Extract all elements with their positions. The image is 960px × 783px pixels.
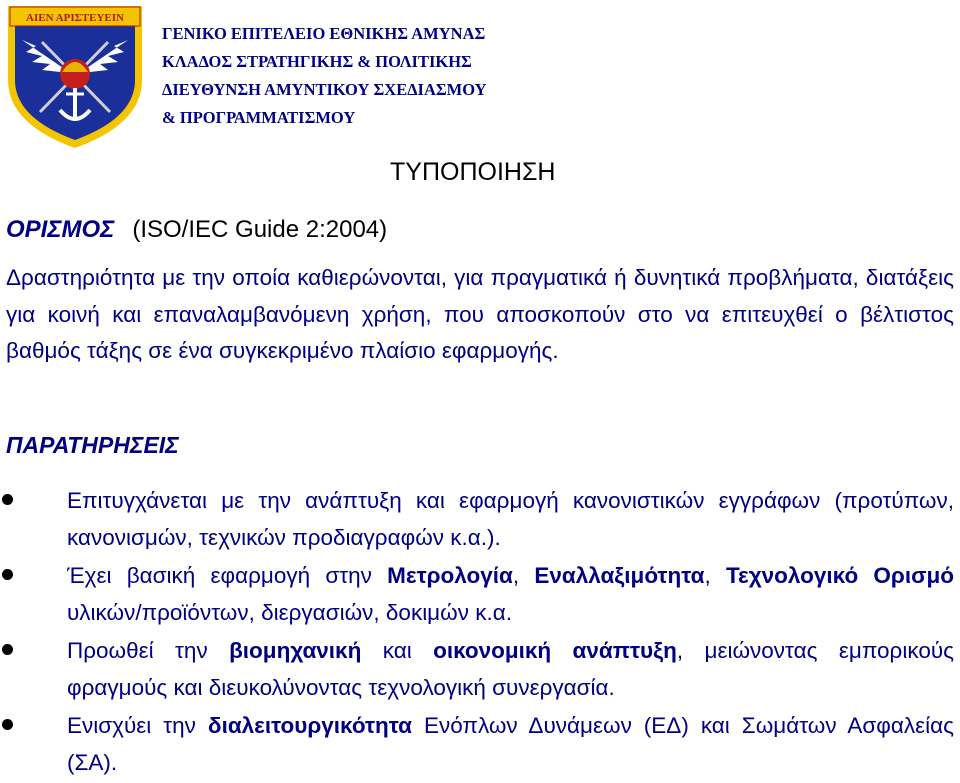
bullet-bold-text: διαλειτουργικότητα bbox=[207, 713, 412, 738]
bullet-text: και bbox=[361, 638, 434, 663]
org-line: ΚΛΑΔΟΣ ΣΤΡΑΤΗΓΙΚΗΣ & ΠΟΛΙΤΙΚΗΣ bbox=[162, 52, 472, 71]
list-item bbox=[0, 483, 960, 556]
definition-keyword: ΟΡΙΣΜΟΣ bbox=[6, 216, 115, 243]
bullet-dot-icon bbox=[2, 494, 13, 505]
list-item bbox=[0, 708, 960, 781]
list-item bbox=[0, 558, 960, 631]
organization-header bbox=[162, 20, 487, 132]
notes-heading: ΠΑΡΑΤΗΡΗΣΕΙΣ bbox=[6, 432, 179, 458]
org-line: ΓΕΝΙΚΟ ΕΠΙΤΕΛΕΙΟ ΕΘΝΙΚΗΣ ΑΜΥΝΑΣ bbox=[162, 24, 486, 43]
definition-heading bbox=[6, 213, 387, 247]
org-line: ΔΙΕΥΘΥΝΣΗ ΑΜΥΝΤΙΚΟΥ ΣΧΕΔΙΑΣΜΟΥ bbox=[162, 80, 487, 99]
bullet-text: Ενισχύει την bbox=[67, 713, 208, 738]
page-title: ΤΥΠΟΠΟΙΗΣΗ bbox=[390, 158, 556, 186]
bullet-text: Προωθεί την bbox=[67, 638, 230, 663]
definition-text: Δραστηριότητα με την οποία καθιερώνονται, για πραγματικά ή δυνητικά προβλήματα, διατάξεις για κοινή και επαναλαμβανόμενη χρήση, που αποσκοπούν στο να επιτευχθεί ο βέλτιστος βαθμός τάξης σε ένα συγκεκριμένο πλαίσιο εφαρμογής. bbox=[6, 265, 954, 363]
notes-list bbox=[0, 483, 960, 783]
list-item bbox=[0, 633, 960, 706]
bullet-dot-icon bbox=[2, 569, 13, 580]
org-line: & ΠΡΟΓΡΑΜΜΑΤΙΣΜΟΥ bbox=[162, 108, 356, 127]
bullet-bold-text: Μετρολογία bbox=[387, 563, 513, 588]
emblem-motto: ΑΙΕΝ ΑΡΙΣΤΕΥΕΙΝ bbox=[26, 12, 124, 24]
bullet-text: , μειώνοντας εμπορικούς φραγμούς και διευκολύνοντας τεχνολογική συνεργασία. bbox=[67, 638, 954, 700]
bullet-bold-text: Τεχνολογικό Ορισμό bbox=[725, 563, 954, 588]
bullet-bold-text: οικονομική ανάπτυξη bbox=[433, 638, 677, 663]
bullet-bold-text: Εναλλαξιμότητα bbox=[534, 563, 705, 588]
bullet-text: , bbox=[512, 563, 535, 588]
bullet-dot-icon bbox=[2, 644, 13, 655]
bullet-text: Επιτυγχάνεται με την ανάπτυξη και εφαρμογή κανονιστικών εγγράφων (προτύπων, κανονισμών, τεχνικών προδιαγραφών κ.α.). bbox=[67, 488, 954, 550]
bullet-text: Ενόπλων Δυνάμεων (ΕΔ) και Σωμάτων Ασφαλείας (ΣΑ). bbox=[67, 713, 954, 775]
bullet-text: , bbox=[704, 563, 726, 588]
bullet-text: Έχει βασική εφαρμογή στην bbox=[67, 563, 388, 588]
definition-source: (ISO/IEC Guide 2:2004) bbox=[132, 216, 388, 243]
bullet-dot-icon bbox=[2, 719, 13, 730]
bullet-bold-text: βιομηχανική bbox=[229, 638, 362, 663]
bullet-text: υλικών/προϊόντων, διεργασιών, δοκιμών κ.α. bbox=[67, 599, 512, 625]
emblem-logo bbox=[2, 2, 148, 150]
